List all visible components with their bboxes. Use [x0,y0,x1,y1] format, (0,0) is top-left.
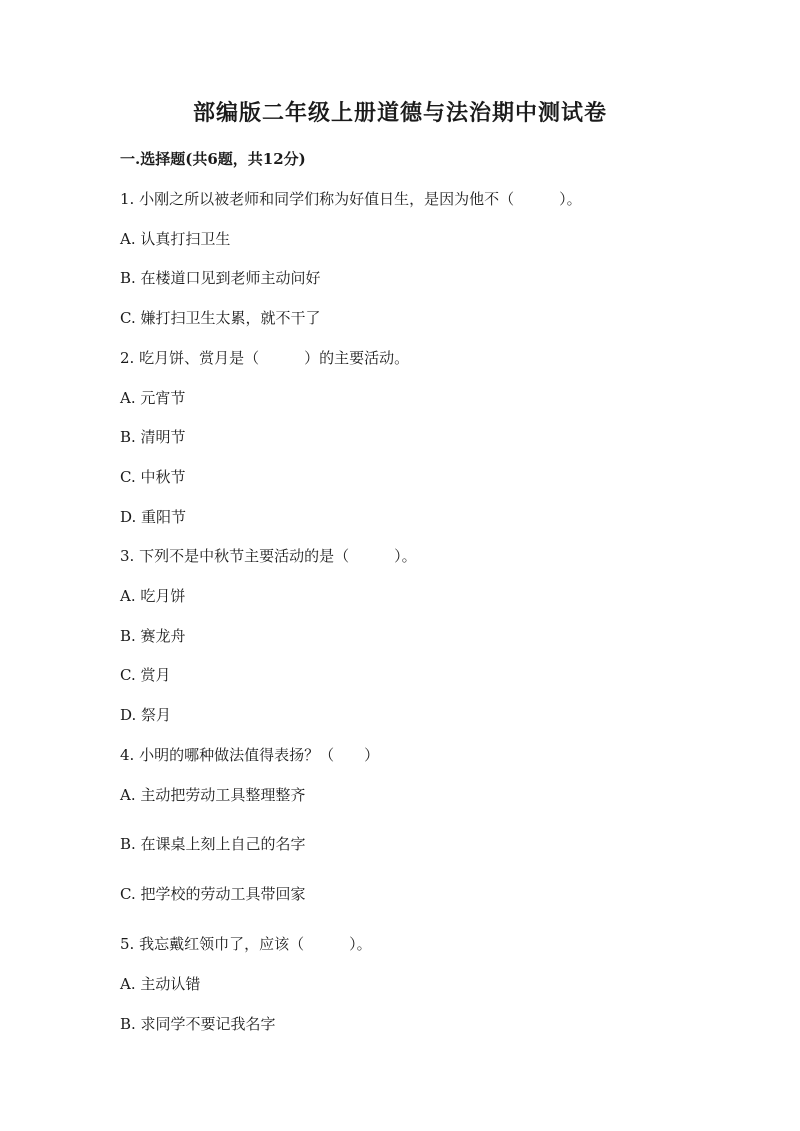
question-1-option-c: C. 嫌打扫卫生太累，就不干了 [120,309,321,327]
question-5-option-a: A. 主动认错 [120,975,201,993]
question-2-option-c: C. 中秋节 [120,468,186,486]
question-4-option-c: C. 把学校的劳动工具带回家 [120,885,306,903]
question-3-stem: 3. 下列不是中秋节主要活动的是（ ）。 [120,547,417,565]
question-4-option-a: A. 主动把劳动工具整理整齐 [120,786,306,804]
section-heading: 一.选择题(共6题，共12分) [120,150,306,168]
question-2-option-a: A. 元宵节 [120,389,186,407]
question-5-stem: 5. 我忘戴红领巾了，应该（ ）。 [120,935,372,953]
question-2-stem: 2. 吃月饼、赏月是（ ）的主要活动。 [120,349,410,367]
question-1-stem: 1. 小刚之所以被老师和同学们称为好值日生，是因为他不（ ）。 [120,190,582,208]
question-3-option-b: B. 赛龙舟 [120,627,186,645]
question-1-option-a: A. 认真打扫卫生 [120,230,231,248]
question-2-option-d: D. 重阳节 [120,508,187,526]
question-4-stem: 4. 小明的哪种做法值得表扬？（ ） [120,746,380,764]
page-title: 部编版二年级上册道德与法治期中测试卷 [192,100,607,126]
question-1-option-b: B. 在楼道口见到老师主动问好 [120,269,321,287]
question-4-option-b: B. 在课桌上刻上自己的名字 [120,835,306,853]
question-3-option-c: C. 赏月 [120,666,171,684]
question-3-option-a: A. 吃月饼 [120,587,186,605]
question-2-option-b: B. 清明节 [120,428,186,446]
question-3-option-d: D. 祭月 [120,706,172,724]
question-5-option-b: B. 求同学不要记我名字 [120,1015,276,1033]
